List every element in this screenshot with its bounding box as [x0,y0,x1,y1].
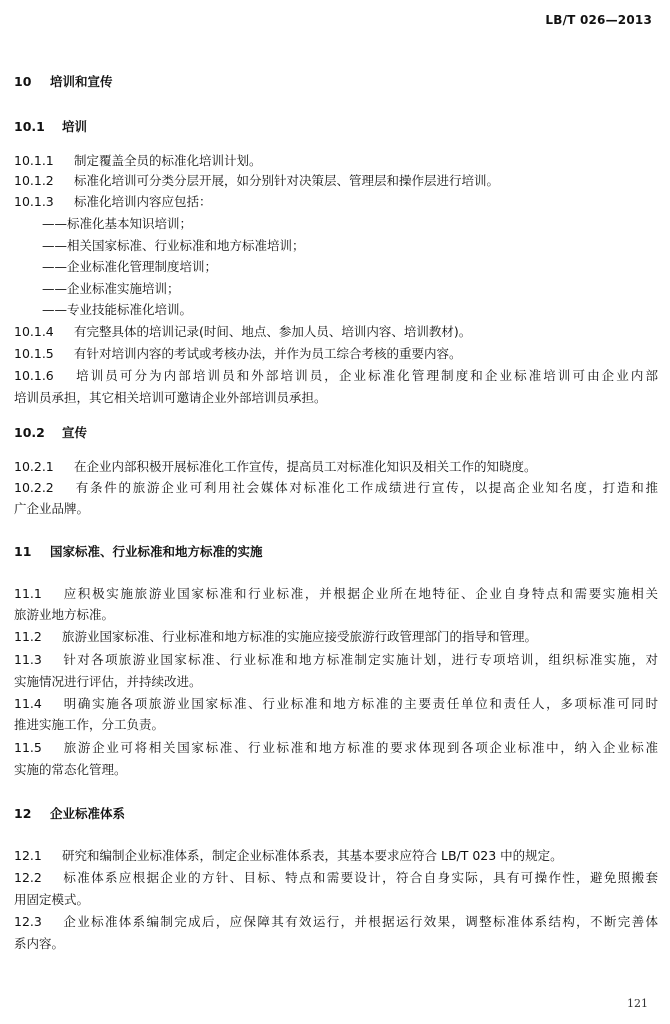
clause-number: 12.3 [14,914,42,929]
section-12-heading [14,806,658,822]
list-item: ——相关国家标准、行业标准和地方标准培训； [42,238,305,253]
clause-10-1-4 [14,324,658,340]
section-title: 培训 [62,119,88,134]
section-10-1-heading [14,119,658,135]
clause-text: 标准化培训内容应包括： [74,194,212,209]
clause-number: 10.1.3 [14,194,54,209]
clause-11-3-continued: 实施情况进行评估，并持续改进。 [14,674,202,689]
clause-text-line-1: 针对各项旅游业国家标准、行业标准和地方标准制定实施计划，进行专项培训，组织标准实施，对 [62,652,658,667]
section-title: 国家标准、行业标准和地方标准的实施 [50,544,263,559]
section-number: 10 [14,74,32,89]
page-number: 121 [627,997,648,1010]
clause-text-line-1: 有条件的旅游企业可利用社会媒体对标准化工作成绩进行宣传，以提高企业知名度，打造和推 [74,480,658,495]
clause-number: 12.2 [14,870,42,885]
clause-text-line-1: 明确实施各项旅游业国家标准、行业标准和地方标准的主要责任单位和责任人，多项标准可同时 [62,696,658,711]
clause-number: 10.1.5 [14,346,54,361]
clause-10-1-2 [14,173,658,189]
clause-10-1-5 [14,346,658,362]
clause-text: 研究和编制企业标准体系，制定企业标准体系表，其基本要求应符合 LB/T 023 中的规定。 [62,848,563,863]
clause-number: 12.1 [14,848,42,863]
clause-11-5 [14,740,658,756]
clause-11-4-continued: 推进实施工作，分工负责。 [14,717,165,732]
clause-11-1 [14,586,658,602]
section-number: 10.2 [14,425,45,440]
clause-12-3 [14,914,658,930]
clause-text-line-1: 旅游企业可将相关国家标准、行业标准和地方标准的要求体现到各项企业标准中，纳入企业标准 [62,740,658,755]
section-11-heading [14,544,658,560]
clause-12-3-continued: 系内容。 [14,936,65,951]
clause-number: 11.5 [14,740,42,755]
clause-11-3 [14,652,658,668]
clause-10-1-1 [14,153,658,169]
clause-text: 有针对培训内容的考试或考核办法，并作为员工综合考核的重要内容。 [74,346,462,361]
clause-10-1-6-continued: 培训员承担，其它相关培训可邀请企业外部培训员承担。 [14,390,327,405]
section-title: 培训和宣传 [50,74,113,89]
clause-text-line-1: 应积极实施旅游业国家标准和行业标准，并根据企业所在地特征、企业自身特点和需要实施相关 [62,586,658,601]
clause-text-line-1: 培训员可分为内部培训员和外部培训员，企业标准化管理制度和企业标准培训可由企业内部 [74,368,658,383]
clause-12-2 [14,870,658,886]
clause-text-line-1: 标准体系应根据企业的方针、目标、特点和需要设计，符合自身实际，具有可操作性，避免照搬套 [62,870,658,885]
clause-number: 11.2 [14,629,42,644]
list-item: ——企业标准实施培训； [42,281,180,296]
section-number: 12 [14,806,32,821]
section-title: 宣传 [62,425,88,440]
clause-10-2-2-continued: 广企业品牌。 [14,501,90,516]
clause-text: 标准化培训可分类分层开展，如分别针对决策层、管理层和操作层进行培训。 [74,173,500,188]
clause-text-line-1: 企业标准体系编制完成后，应保障其有效运行，并根据运行效果，调整标准体系结构，不断完善体 [62,914,658,929]
clause-text: 旅游业国家标准、行业标准和地方标准的实施应接受旅游行政管理部门的指导和管理。 [62,629,538,644]
clause-number: 10.1.4 [14,324,54,339]
list-item: ——专业技能标准化培训。 [42,302,193,317]
clause-12-2-continued: 用固定模式。 [14,892,90,907]
clause-number: 11.1 [14,586,42,601]
section-title: 企业标准体系 [50,806,126,821]
section-number: 11 [14,544,32,559]
clause-11-1-continued: 旅游业地方标准。 [14,607,115,622]
clause-12-1 [14,848,658,864]
list-item: ——标准化基本知识培训； [42,216,193,231]
section-10-heading [14,74,658,90]
clause-number: 10.1.2 [14,173,54,188]
clause-11-2 [14,629,658,645]
standard-code: LB/T 026—2013 [545,13,652,27]
clause-10-1-6 [14,368,658,384]
clause-number: 10.2.2 [14,480,54,495]
clause-10-2-1 [14,459,658,475]
clause-number: 10.1.1 [14,153,54,168]
clause-11-5-continued: 实施的常态化管理。 [14,762,127,777]
clause-11-4 [14,696,658,712]
clause-number: 10.1.6 [14,368,54,383]
section-10-2-heading [14,425,658,441]
list-item: ——企业标准化管理制度培训； [42,259,218,274]
clause-number: 11.3 [14,652,42,667]
clause-number: 11.4 [14,696,42,711]
section-number: 10.1 [14,119,45,134]
clause-number: 10.2.1 [14,459,54,474]
clause-text: 在企业内部积极开展标准化工作宣传，提高员工对标准化知识及相关工作的知晓度。 [74,459,537,474]
clause-10-2-2 [14,480,658,496]
clause-text: 有完整具体的培训记录(时间、地点、参加人员、培训内容、培训教材)。 [74,324,472,339]
clause-10-1-3 [14,194,658,210]
clause-text: 制定覆盖全员的标准化培训计划。 [74,153,262,168]
